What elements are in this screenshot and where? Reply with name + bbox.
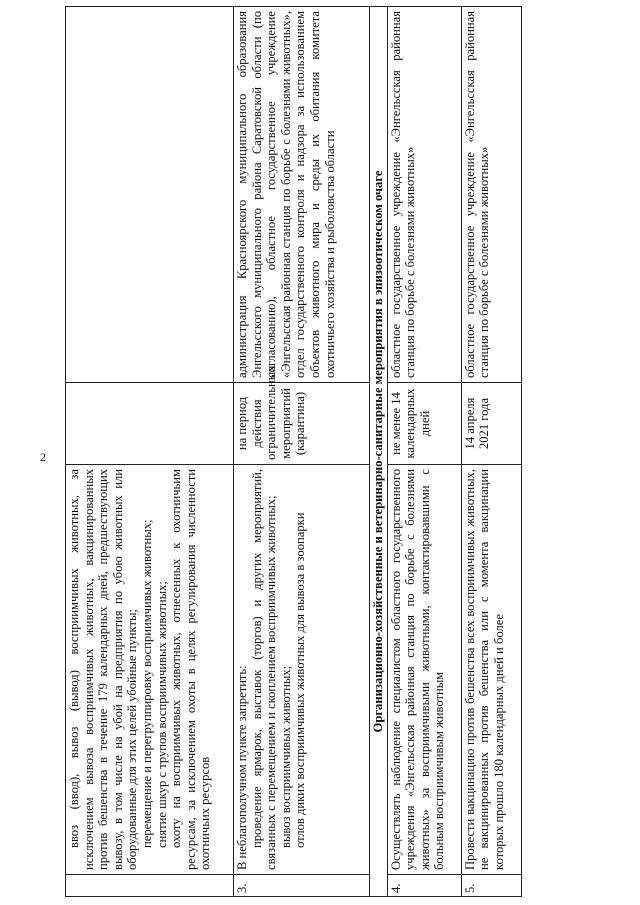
- row-top-resp: [66, 7, 234, 383]
- list-item: отлов диких восприимчивых животных для вывоза в зоопарки: [293, 512, 308, 848]
- list-item: снятие шкур с трупов восприимчивых животных;: [154, 581, 169, 848]
- table-row: [234, 7, 370, 897]
- row5-resp: областное государственное учреждение «Энгельсская районная станция по борьбе с болезнями животных»: [461, 7, 521, 383]
- row3-text: [234, 465, 370, 875]
- row3-num: 3.: [234, 875, 370, 897]
- row5-term: 14 апреля 2021 года: [461, 383, 521, 465]
- row3-term: на период действия ограничительных мероприятий (карантина): [234, 383, 370, 465]
- table-row: [461, 7, 521, 897]
- section-heading: Организационно-хозяйственные и ветеринарно-санитарные мероприятия в эпизоотическом очаге: [370, 7, 388, 897]
- list-item: проведение ярмарок, выставок (торгов) и других мероприятий, связанных с перемещением и скоплением восприимчивых животных;: [249, 469, 279, 870]
- section-row: [370, 7, 388, 897]
- row3-resp: администрация Красноярского муниципального образования Энгельсского муниципального района Саратовской области (по согласованию), областное государственное учреждение «Энгельсская районная станция по борьбе с болезнями животных», отдел государственного контроля и надзора за использованием объектов животного мира и среды их обитания комитета охотничьего хозяйства и рыболовства области: [234, 7, 370, 383]
- row5-text: Провести вакцинацию против бешенства всех восприимчивых животных, не вакцинированных против бешенства или с момента вакцинации которых прошло 180 календарных дней и более: [461, 465, 521, 875]
- list-item: охоту на восприимчивых животных, отнесенных к охотничьим ресурсам, за исключением охоты в целях регулирования численности охотничьих ресурсов: [169, 469, 213, 870]
- list-item: перемещение и перегруппировку восприимчивых животных;: [139, 519, 154, 848]
- row-top-term: [66, 383, 234, 465]
- list-item: В неблагополучном пункте запретить:: [235, 665, 249, 870]
- row4-text: Осуществлять наблюдение специалистом областного государственного учреждения «Энгельсская районная станция по борьбе с болезнями животных» за восприимчивыми животными, контактировавшими с больным восприимчивым животным: [387, 465, 461, 875]
- list-item: ввоз (ввод), вывоз (вывод) восприимчивых животных, за исключением вывоза восприимчивых животных, вакцинированных против бешенства в течение 179 календарных дней, предшествующих вывозу, в том числе на убой на предприятия по убою животных или оборудованные для этих целей убойные пункты;: [67, 469, 140, 870]
- page-number: 2: [40, 450, 46, 464]
- table-row: [387, 7, 461, 897]
- row-top-num: [66, 875, 234, 897]
- row4-num: 4.: [387, 875, 461, 897]
- row4-resp: областное государственное учреждение «Энгельсская районная станция по борьбе с болезнями животных»: [387, 7, 461, 383]
- rotated-table-wrapper: [65, 7, 505, 897]
- list-item: вывоз восприимчивых животных;: [278, 665, 293, 848]
- row-top-text: [66, 465, 234, 875]
- table-row: [66, 7, 234, 897]
- row5-num: 5.: [461, 875, 521, 897]
- row4-term: не менее 14 календарных дней: [387, 383, 461, 465]
- measures-table: [65, 6, 522, 897]
